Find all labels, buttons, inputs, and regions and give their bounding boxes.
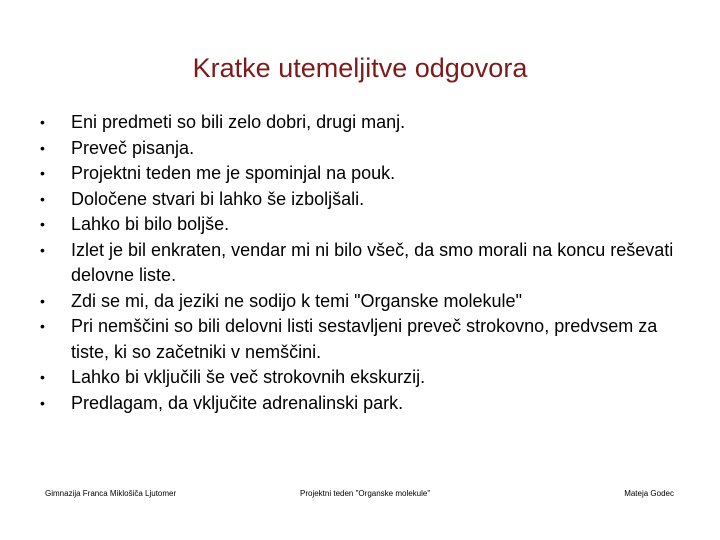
bullet-icon: •: [40, 139, 45, 156]
bullet-icon: •: [40, 292, 45, 309]
bullet-text: Določene stvari bi lahko še izboljšali.: [71, 188, 365, 209]
list-item: [40, 212, 680, 238]
list-item: [40, 136, 680, 162]
bullet-text: Lahko bi vključili še več strokovnih ekskurzij.: [71, 367, 426, 387]
bullet-text: Pri nemščini so bili delovni listi sestavljeni preveč strokovno, predvsem za tiste, ki so začetniki v nemščini.: [71, 316, 658, 362]
bullet-icon: •: [40, 165, 45, 181]
bullet-icon: •: [40, 190, 45, 207]
footer-project: Projektni teden "Organske molekule": [300, 489, 431, 498]
bullet-text: Izlet je bil enkraten, vendar mi ni bilo všeč, da smo morali na koncu reševati delovne liste.: [71, 239, 674, 285]
list-item: [40, 161, 680, 187]
list-item: [40, 238, 680, 289]
bullet-icon: •: [40, 241, 45, 258]
bullet-icon: •: [40, 369, 45, 385]
slide-title: Kratke utemeljitve odgovora: [192, 53, 528, 83]
list-item: [40, 110, 680, 136]
bullet-list: [40, 110, 680, 416]
bullet-icon: •: [40, 114, 45, 130]
list-item: [40, 289, 680, 315]
bullet-text: Predlagam, da vključite adrenalinski park.: [71, 392, 404, 413]
footer-school: Gimnazija Franca Miklošiča Ljutomer: [45, 489, 177, 498]
bullet-text: Eni predmeti so bili zelo dobri, drugi manj.: [71, 112, 406, 132]
list-item: [40, 314, 680, 365]
list-item: [40, 365, 680, 391]
bullet-text: Zdi se mi, da jeziki ne sodijo k temi "Organske molekule": [71, 290, 522, 311]
footer-author: Mateja Godec: [624, 489, 674, 498]
bullet-text: Projektni teden me je spominjal na pouk.: [71, 163, 396, 183]
bullet-icon: •: [40, 394, 45, 411]
bullet-text: Lahko bi bilo boljše.: [71, 214, 230, 234]
bullet-text: Preveč pisanja.: [71, 137, 195, 158]
list-item: [40, 187, 680, 213]
bullet-icon: •: [40, 318, 45, 334]
list-item: [40, 391, 680, 417]
bullet-icon: •: [40, 216, 45, 232]
